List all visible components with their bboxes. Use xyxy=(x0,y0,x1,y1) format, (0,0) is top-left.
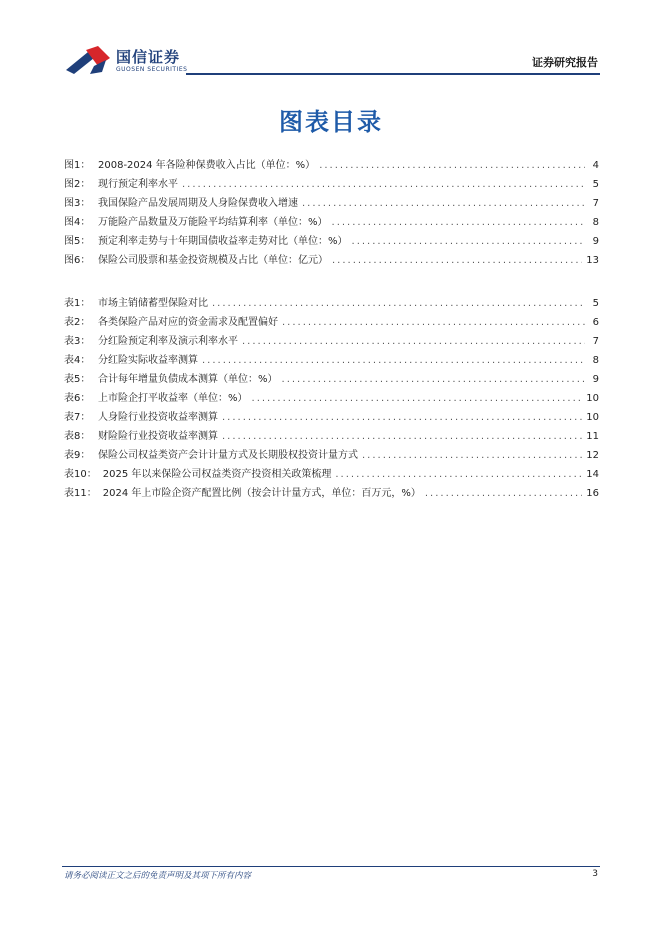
dot-leader xyxy=(425,484,582,503)
figure-number: 图4： xyxy=(64,217,91,228)
page-ref: 5 xyxy=(592,179,599,190)
toc-entry-figure-3[interactable] xyxy=(64,194,599,213)
toc-entry-label xyxy=(64,408,218,427)
dot-leader xyxy=(362,446,582,465)
toc-entry-figure-1[interactable] xyxy=(64,156,599,175)
page-ref: 8 xyxy=(592,217,599,228)
table-title: 分红险预定利率及演示利率水平 xyxy=(98,336,238,347)
page-ref: 13 xyxy=(586,255,599,266)
page-ref: 10 xyxy=(586,393,599,404)
table-number: 表9： xyxy=(64,450,91,461)
toc-entry-label xyxy=(64,175,178,194)
table-title: 财险险行业投资收益率测算 xyxy=(98,431,218,442)
logo-chinese-name: 国信证券 xyxy=(116,48,181,66)
page-ref: 9 xyxy=(592,236,599,247)
toc-entry-label xyxy=(64,251,328,270)
table-number: 表10： xyxy=(64,469,97,480)
dot-leader xyxy=(332,213,585,232)
page-ref: 4 xyxy=(592,160,599,171)
report-type-label: 证券研究报告 xyxy=(532,56,598,69)
table-number: 表3： xyxy=(64,336,91,347)
footer-disclaimer: 请务必阅读正文之后的免责声明及其项下所有内容 xyxy=(64,871,252,881)
dot-leader xyxy=(352,232,585,251)
page-ref: 16 xyxy=(586,488,599,499)
toc-entry-label xyxy=(64,332,238,351)
dot-leader xyxy=(242,332,585,351)
dot-leader xyxy=(335,465,582,484)
figure-list xyxy=(64,156,599,270)
toc-entry-label xyxy=(64,194,298,213)
table-title: 保险公司权益类资产会计计量方式及长期股权投资计量方式 xyxy=(98,450,358,461)
table-title: 人身险行业投资收益率测算 xyxy=(98,412,218,423)
page-ref: 9 xyxy=(592,374,599,385)
dot-leader xyxy=(222,427,582,446)
toc-entry-table-4[interactable] xyxy=(64,351,599,370)
toc-entry-table-11[interactable] xyxy=(64,484,599,503)
table-number: 表11： xyxy=(64,488,97,499)
table-number: 表1： xyxy=(64,298,91,309)
page-ref: 11 xyxy=(586,431,599,442)
toc-entry-label xyxy=(64,370,278,389)
toc-entry-label xyxy=(64,446,358,465)
guosen-logo-mark-icon xyxy=(64,44,112,76)
figure-title: 现行预定利率水平 xyxy=(98,179,178,190)
figure-number: 图1： xyxy=(64,160,91,171)
figure-number: 图2： xyxy=(64,179,91,190)
logo-english-name: GUOSEN SECURITIES xyxy=(116,66,188,73)
page-title: 图表目录 xyxy=(279,108,383,136)
page-number: 3 xyxy=(592,869,598,879)
dot-leader xyxy=(282,370,585,389)
toc-entry-label xyxy=(64,351,198,370)
table-title: 合计每年增量负债成本测算（单位：%） xyxy=(98,374,278,385)
header-divider xyxy=(186,73,600,75)
dot-leader xyxy=(182,175,585,194)
figure-title: 万能险产品数量及万能险平均结算利率（单位：%） xyxy=(98,217,328,228)
toc-entry-label xyxy=(64,484,421,503)
toc-entry-label xyxy=(64,427,218,446)
table-title: 2024 年上市险企资产配置比例（按会计计量方式，单位：百万元，%） xyxy=(102,488,421,499)
dot-leader xyxy=(222,408,582,427)
figure-number: 图5： xyxy=(64,236,91,247)
page-ref: 6 xyxy=(592,317,599,328)
table-number: 表5： xyxy=(64,374,91,385)
dot-leader xyxy=(202,351,585,370)
dot-leader xyxy=(282,313,585,332)
page-header xyxy=(0,0,662,80)
table-number: 表6： xyxy=(64,393,91,404)
figure-number: 图6： xyxy=(64,255,91,266)
dot-leader xyxy=(212,294,585,313)
figure-number: 图3： xyxy=(64,198,91,209)
footer-divider xyxy=(62,866,600,867)
table-number: 表8： xyxy=(64,431,91,442)
toc-entry-table-5[interactable] xyxy=(64,370,599,389)
table-number: 表7： xyxy=(64,412,91,423)
toc-entry-table-2[interactable] xyxy=(64,313,599,332)
toc-entry-label xyxy=(64,389,248,408)
table-list xyxy=(64,294,599,503)
page-ref: 7 xyxy=(592,198,599,209)
toc-entry-table-8[interactable] xyxy=(64,427,599,446)
toc-entry-label xyxy=(64,156,315,175)
table-title: 2025 年以来保险公司权益类资产投资相关政策梳理 xyxy=(102,469,332,480)
table-title: 各类保险产品对应的资金需求及配置偏好 xyxy=(98,317,278,328)
page-ref: 5 xyxy=(592,298,599,309)
page-ref: 10 xyxy=(586,412,599,423)
toc-entry-table-10[interactable] xyxy=(64,465,599,484)
toc-entry-label xyxy=(64,465,331,484)
toc-entry-table-3[interactable] xyxy=(64,332,599,351)
toc-entry-label xyxy=(64,232,348,251)
toc-entry-table-9[interactable] xyxy=(64,446,599,465)
dot-leader xyxy=(252,389,583,408)
toc-entry-figure-6[interactable] xyxy=(64,251,599,270)
table-number: 表4： xyxy=(64,355,91,366)
figure-title: 我国保险产品发展周期及人身险保费收入增速 xyxy=(98,198,298,209)
table-title: 分红险实际收益率测算 xyxy=(98,355,198,366)
page-ref: 8 xyxy=(592,355,599,366)
toc-entry-table-1[interactable] xyxy=(64,294,599,313)
dot-leader xyxy=(332,251,582,270)
toc-entry-label xyxy=(64,213,328,232)
toc-entry-table-6[interactable] xyxy=(64,389,599,408)
toc-entry-figure-4[interactable] xyxy=(64,213,599,232)
toc-entry-table-7[interactable] xyxy=(64,408,599,427)
toc-entry-label xyxy=(64,313,278,332)
toc-entry-figure-2[interactable] xyxy=(64,175,599,194)
table-title: 上市险企打平收益率（单位：%） xyxy=(98,393,248,404)
figure-title: 预定利率走势与十年期国债收益率走势对比（单位：%） xyxy=(98,236,348,247)
figure-title: 2008-2024 年各险种保费收入占比（单位：%） xyxy=(98,160,316,171)
dot-leader xyxy=(302,194,585,213)
table-title: 市场主销储蓄型保险对比 xyxy=(98,298,208,309)
toc-entry-figure-5[interactable] xyxy=(64,232,599,251)
table-number: 表2： xyxy=(64,317,91,328)
page-ref: 7 xyxy=(592,336,599,347)
dot-leader xyxy=(319,156,585,175)
page-ref: 12 xyxy=(586,450,599,461)
guosen-logo xyxy=(64,44,188,78)
toc-entry-label xyxy=(64,294,208,313)
figure-title: 保险公司股票和基金投资规模及占比（单位：亿元） xyxy=(98,255,328,266)
page-ref: 14 xyxy=(586,469,599,480)
